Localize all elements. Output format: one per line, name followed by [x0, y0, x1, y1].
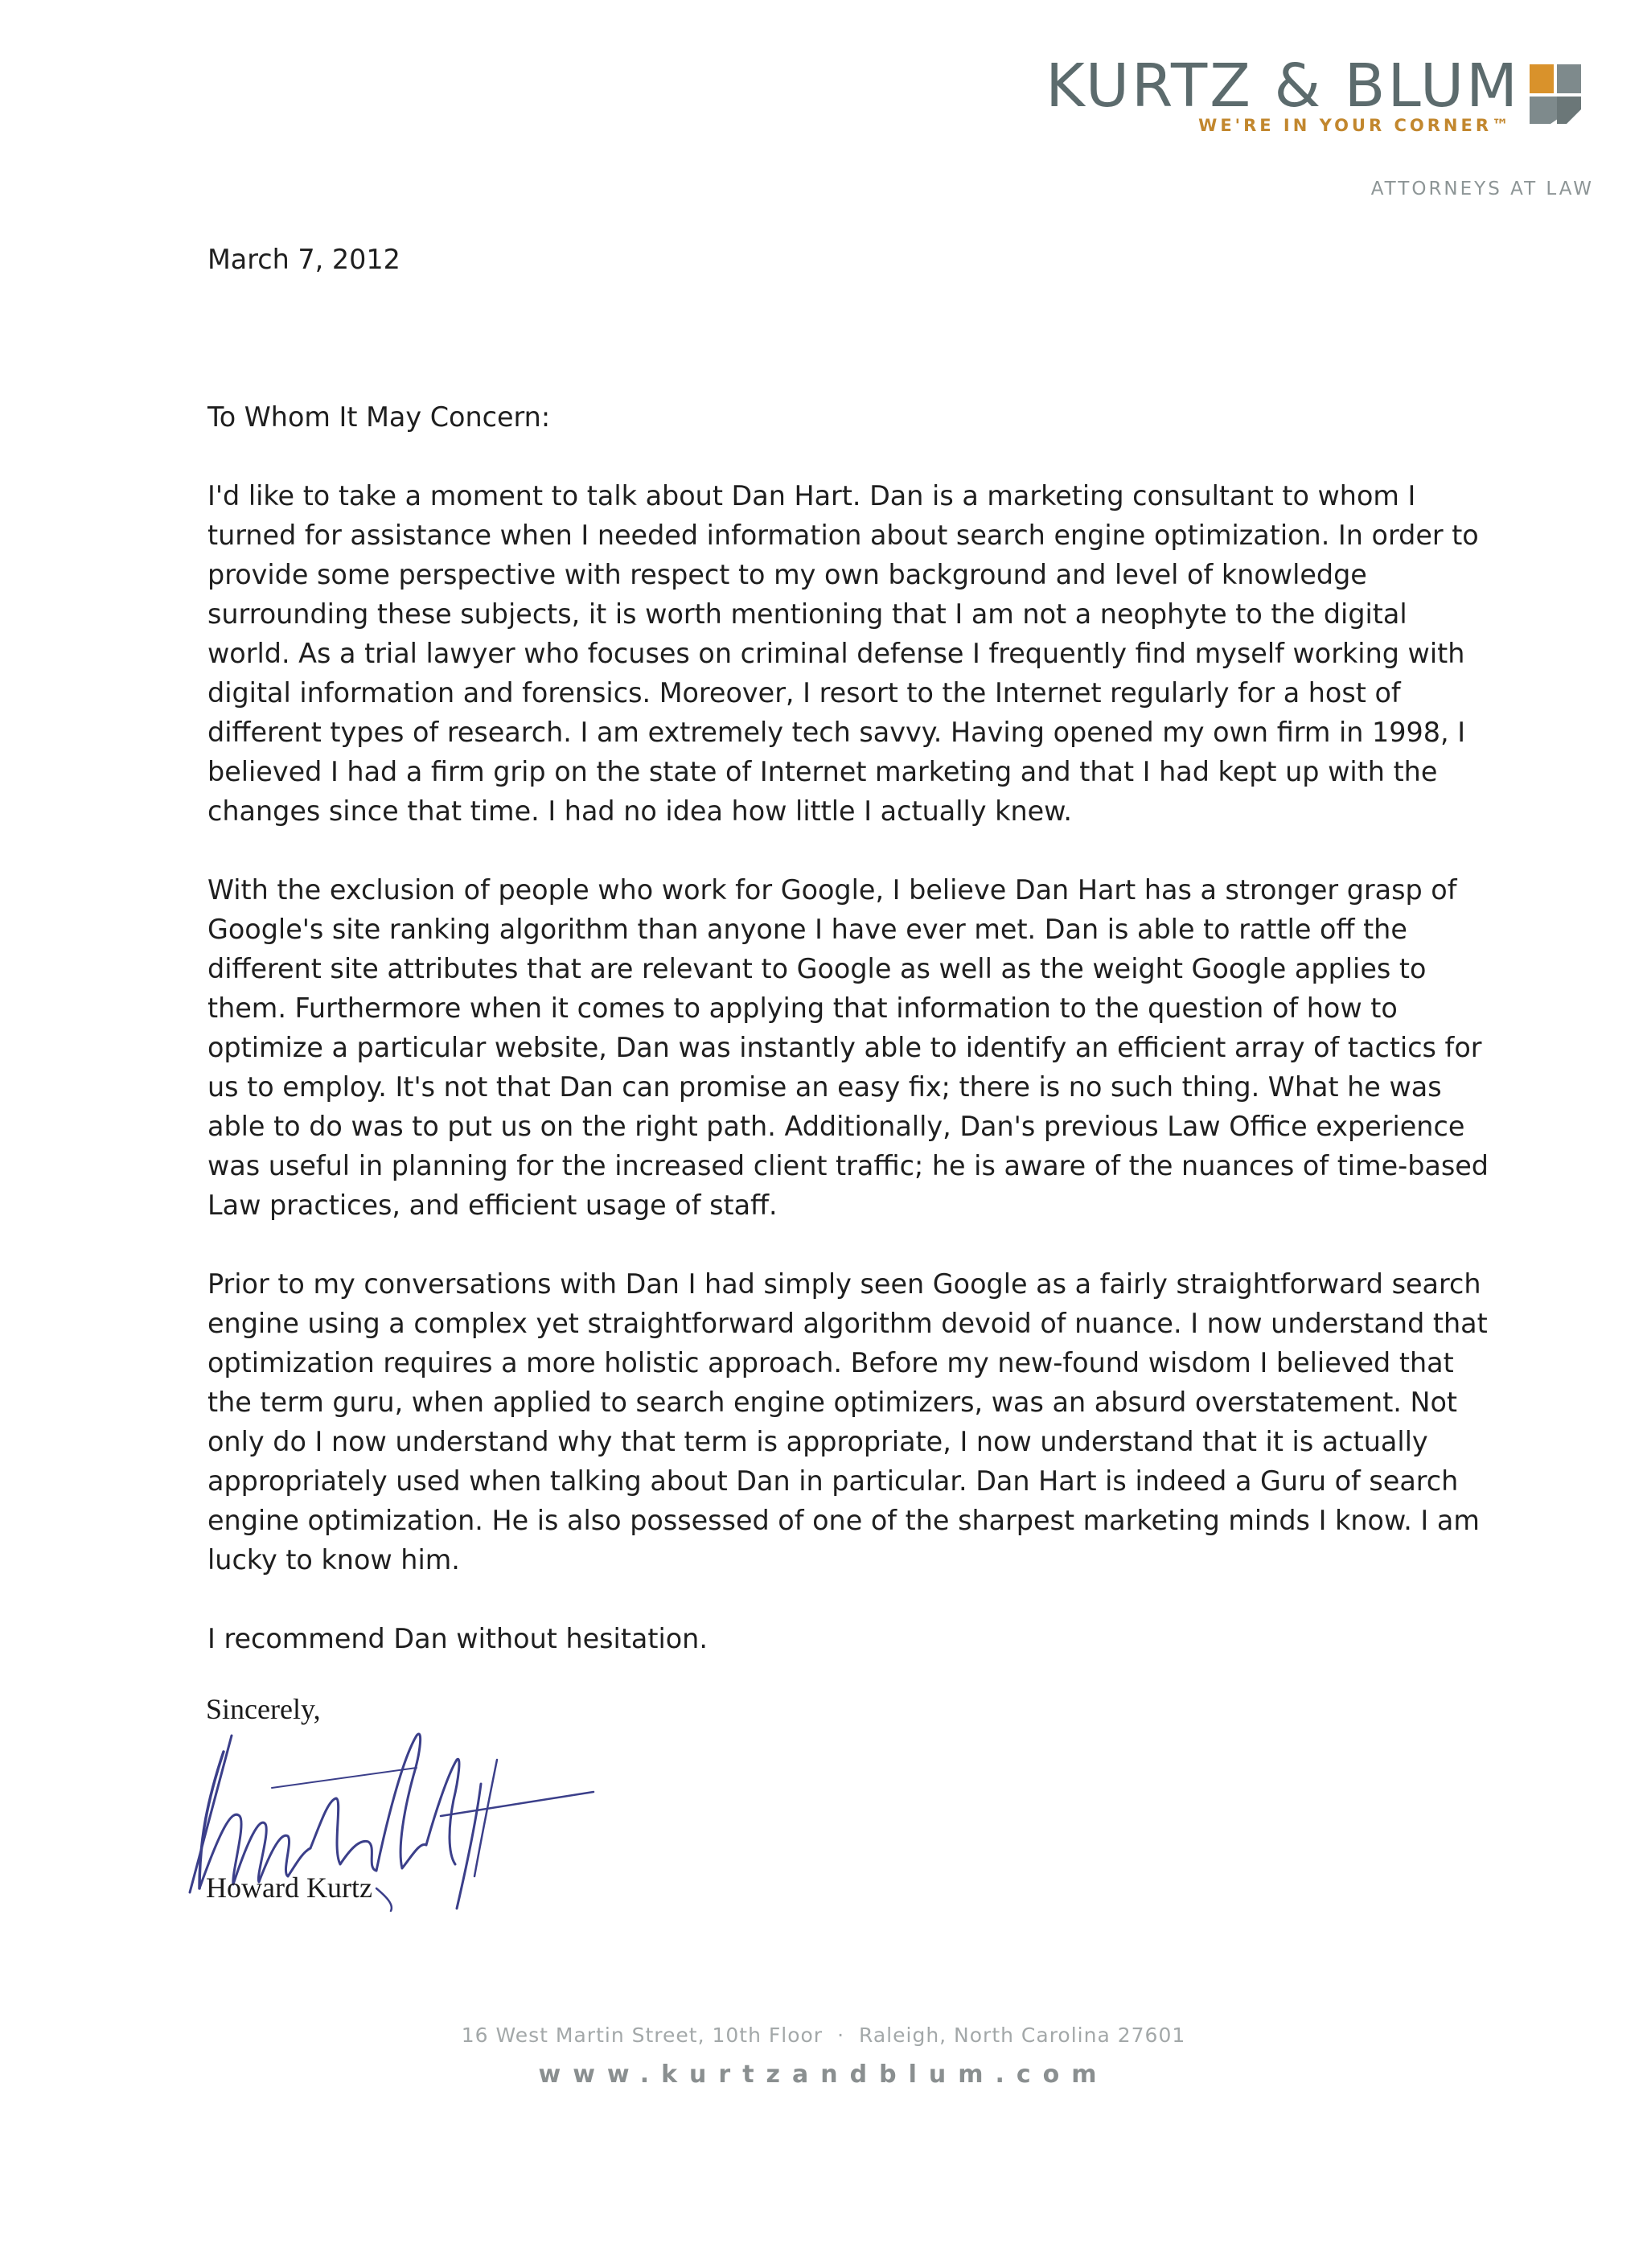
text-line: Google's site ranking algorithm than anyone I have ever met. Dan is able to rattle off the [207, 914, 1407, 945]
letter-salutation: To Whom It May Concern: [207, 401, 551, 433]
text-line: different site attributes that are relevant to Google as well as the weight Google applies to [207, 953, 1427, 984]
firm-tagline: WE'RE IN YOUR CORNER™ [1198, 116, 1512, 135]
text-line: digital information and forensics. Moreover, I resort to the Internet regularly for a host of [207, 677, 1401, 709]
text-line: optimize a particular website, Dan was instantly able to identify an efficient array of tactics for [207, 1032, 1482, 1063]
text-line: optimization requires a more holistic approach. Before my new-found wisdom I believed that [207, 1347, 1454, 1378]
firm-logo-mark-icon [1526, 61, 1587, 127]
letter-body [207, 240, 1489, 1658]
text-line: believed I had a firm grip on the state of Internet marketing and that I had kept up with the [207, 756, 1438, 787]
text-line: turned for assistance when I needed information about search engine optimization. In order to [207, 520, 1479, 551]
firm-name: KURTZ & BLUM [1045, 51, 1520, 121]
paragraph-intro [207, 476, 1479, 831]
text-line: Law practices, and efficient usage of staff. [207, 1189, 778, 1221]
text-line: us to employ. It's not that Dan can promise an easy fix; there is no such thing. What he was [207, 1071, 1442, 1103]
text-line: only do I now understand why that term is appropriate, I now understand that it is actually [207, 1426, 1428, 1457]
footer-address [0, 2024, 1647, 2047]
text-line: I'd like to take a moment to talk about Dan Hart. Dan is a marketing consultant to whom I [207, 480, 1416, 512]
text-line: changes since that time. I had no idea how little I actually knew. [207, 795, 1073, 827]
text-line: was useful in planning for the increased client traffic; he is aware of the nuances of time-based [207, 1150, 1489, 1181]
footer-website: www.kurtzandblum.com [538, 2061, 1109, 2089]
footer-city: Raleigh, North Carolina 27601 [859, 2024, 1186, 2047]
text-line: surrounding these subjects, it is worth mentioning that I am not a neophyte to the digital [207, 598, 1407, 630]
text-line: I recommend Dan without hesitation. [207, 1623, 708, 1654]
signatory-name: Howard Kurtz [206, 1872, 372, 1904]
text-line: world. As a trial lawyer who focuses on criminal defense I frequently find myself working with [207, 638, 1465, 669]
text-line: able to do was to put us on the right path. Additionally, Dan's previous Law Office experience [207, 1111, 1465, 1142]
text-line: them. Furthermore when it comes to applying that information to the question of how to [207, 992, 1398, 1024]
text-line: With the exclusion of people who work for Google, I believe Dan Hart has a stronger grasp of [207, 874, 1457, 906]
text-line: different types of research. I am extremely tech savvy. Having opened my own firm in 1998, I [207, 717, 1466, 748]
paragraph-google-expertise [207, 870, 1489, 1225]
letter-date: March 7, 2012 [207, 244, 400, 275]
firm-type-label: ATTORNEYS AT LAW [1370, 179, 1594, 199]
paragraph-recommendation [207, 1619, 1462, 1658]
letter-closing: Sincerely, [206, 1693, 321, 1725]
text-line: engine optimization. He is also possessed of one of the sharpest marketing minds I know. I am [207, 1505, 1480, 1536]
footer-separator: · [837, 2024, 845, 2047]
paragraph-guru [207, 1264, 1488, 1580]
text-line: the term guru, when applied to search engine optimizers, was an absurd overstatement. Not [207, 1387, 1458, 1418]
text-line: Prior to my conversations with Dan I had simply seen Google as a fairly straightforward search [207, 1268, 1481, 1300]
letterhead [981, 51, 1592, 137]
text-line: lucky to know him. [207, 1544, 460, 1576]
text-line: engine using a complex yet straightforward algorithm devoid of nuance. I now understand that [207, 1308, 1488, 1339]
text-line: provide some perspective with respect to my own background and level of knowledge [207, 559, 1367, 590]
footer-street: 16 West Martin Street, 10th Floor [461, 2024, 824, 2047]
text-line: appropriately used when talking about Dan in particular. Dan Hart is indeed a Guru of search [207, 1465, 1459, 1497]
